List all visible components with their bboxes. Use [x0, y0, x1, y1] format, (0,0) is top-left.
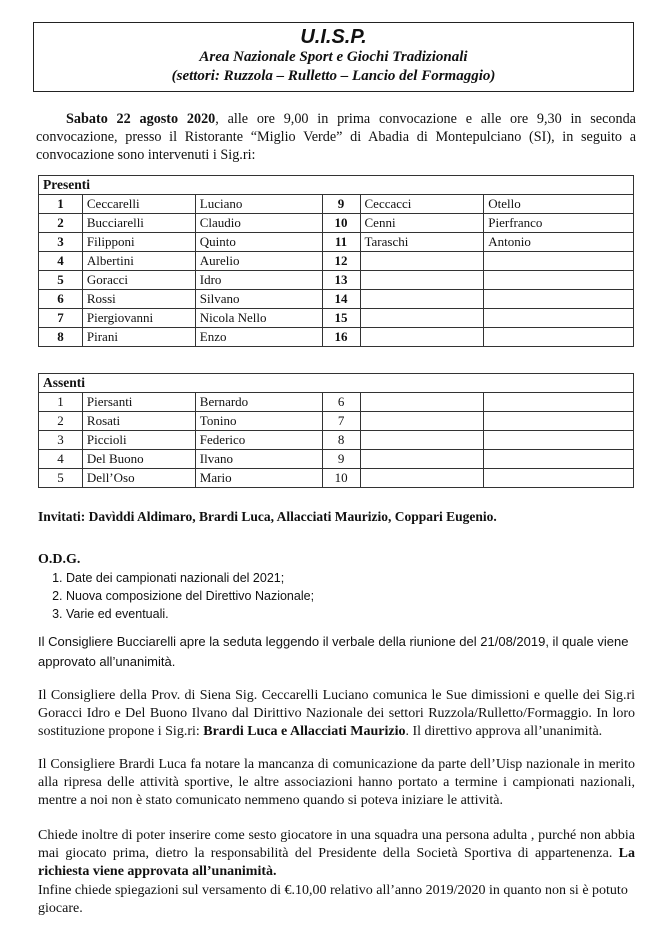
row-number: 9	[322, 450, 360, 469]
firstname-cell: Luciano	[195, 195, 322, 214]
surname-cell: Dell’Oso	[82, 469, 195, 488]
firstname-cell	[484, 328, 634, 347]
paragraph-verbale: Il Consigliere Bucciarelli apre la seduta leggendo il verbale della riunione del 21/08/2019, il quale viene approvato all’unanimità.	[38, 634, 629, 669]
row-number: 1	[39, 195, 83, 214]
row-number: 4	[39, 450, 83, 469]
intro-paragraph	[36, 110, 636, 164]
row-number: 10	[322, 214, 360, 233]
surname-cell	[360, 412, 484, 431]
firstname-cell: Bernardo	[195, 393, 322, 412]
table-row	[39, 290, 634, 309]
row-number: 5	[39, 469, 83, 488]
row-number: 6	[322, 393, 360, 412]
row-number: 12	[322, 252, 360, 271]
row-number: 11	[322, 233, 360, 252]
odg-list	[38, 569, 314, 623]
surname-cell	[360, 309, 484, 328]
assenti-header: Assenti	[39, 374, 634, 393]
firstname-cell: Quinto	[195, 233, 322, 252]
row-number: 6	[39, 290, 83, 309]
firstname-cell	[484, 290, 634, 309]
table-row	[39, 252, 634, 271]
row-number: 3	[39, 431, 83, 450]
surname-cell	[360, 328, 484, 347]
paragraph-comunicazione: Il Consigliere Brardi Luca fa notare la mancanza di comunicazione da parte dell’Uisp nazionale in merito alla ripresa delle attività sportive, le altre associazioni hanno portato a termine i campionati nazionali, mentre a noi non è stato comunicato nemmeno quando si poteva iniziare le attività.	[38, 757, 635, 808]
dimissioni-text: Il Consigliere della Prov. di Siena Sig. Ceccarelli Luciano comunica le Sue dimissioni e quelle dei Sig.ri Goracci Idro e Del Buono Ilvano dal Dirittivo Nazionale dei settori Ruzzola/Rulletto/Formaggio. In loro sostituzione propone i Sig.ri:	[38, 688, 635, 739]
surname-cell: Pirani	[82, 328, 195, 347]
row-number: 4	[39, 252, 83, 271]
row-number: 16	[322, 328, 360, 347]
table-row	[39, 393, 634, 412]
firstname-cell: Pierfranco	[484, 214, 634, 233]
odg-item: 2. Nuova composizione del Direttivo Nazionale;	[66, 587, 314, 605]
firstname-cell: Otello	[484, 195, 634, 214]
dimissioni-approval: . Il direttivo approva all’unanimità.	[405, 724, 603, 739]
row-number: 2	[39, 412, 83, 431]
row-number: 7	[322, 412, 360, 431]
invitati-line: Invitati: Davìddi Aldimaro, Brardi Luca, Allacciati Maurizio, Coppari Eugenio.	[38, 509, 497, 524]
row-number: 14	[322, 290, 360, 309]
table-row	[39, 450, 634, 469]
org-subtitle: Area Nazionale Sport e Giochi Tradizionali	[199, 49, 468, 65]
firstname-cell	[484, 469, 634, 488]
surname-cell: Rosati	[82, 412, 195, 431]
firstname-cell: Nicola Nello	[195, 309, 322, 328]
surname-cell: Goracci	[82, 271, 195, 290]
firstname-cell	[484, 450, 634, 469]
surname-cell: Del Buono	[82, 450, 195, 469]
dimissioni-names: Brardi Luca e Allacciati Maurizio	[203, 724, 406, 739]
row-number: 15	[322, 309, 360, 328]
firstname-cell	[484, 412, 634, 431]
table-row	[39, 412, 634, 431]
firstname-cell	[484, 271, 634, 290]
header-box	[33, 22, 634, 92]
surname-cell: Ceccarelli	[82, 195, 195, 214]
surname-cell	[360, 290, 484, 309]
surname-cell: Filipponi	[82, 233, 195, 252]
firstname-cell	[484, 393, 634, 412]
sesto-giocatore-approval: La richiesta viene approvata all’unanimità.	[38, 846, 635, 879]
meeting-date: Sabato 22 agosto 2020	[66, 111, 216, 127]
row-number: 8	[322, 431, 360, 450]
surname-cell	[360, 431, 484, 450]
table-row	[39, 271, 634, 290]
paragraph-sesto-giocatore	[38, 827, 635, 881]
sesto-giocatore-text: Chiede inoltre di poter inserire come sesto giocatore in una squadra una persona adulta , purché non abbia mai giocato prima, dietro la responsabilità del Presidente della Società Sportiva di appartenenza.	[38, 828, 635, 861]
firstname-cell: Claudio	[195, 214, 322, 233]
table-row	[39, 469, 634, 488]
firstname-cell: Idro	[195, 271, 322, 290]
firstname-cell	[484, 252, 634, 271]
surname-cell: Rossi	[82, 290, 195, 309]
table-row	[39, 431, 634, 450]
table-row	[39, 309, 634, 328]
surname-cell: Bucciarelli	[82, 214, 195, 233]
row-number: 8	[39, 328, 83, 347]
row-number: 9	[322, 195, 360, 214]
odg-title: O.D.G.	[38, 552, 81, 567]
row-number: 3	[39, 233, 83, 252]
presenti-table	[38, 175, 634, 347]
row-number: 2	[39, 214, 83, 233]
surname-cell: Cenni	[360, 214, 484, 233]
firstname-cell: Enzo	[195, 328, 322, 347]
intro-text: , alle ore 9,00 in prima convocazione e alle ore 9,30 in seconda convocazione, presso il Ristorante “Miglio Verde” di Abadia di Montepulciano (SI), in seguito a convocazione sono intervenuti i Sig.ri:	[36, 111, 636, 163]
odg-item: 3. Varie ed eventuali.	[66, 605, 314, 623]
firstname-cell: Ilvano	[195, 450, 322, 469]
assenti-table	[38, 373, 634, 488]
firstname-cell: Antonio	[484, 233, 634, 252]
table-row	[39, 233, 634, 252]
firstname-cell: Federico	[195, 431, 322, 450]
surname-cell: Piergiovanni	[82, 309, 195, 328]
row-number: 1	[39, 393, 83, 412]
firstname-cell: Mario	[195, 469, 322, 488]
surname-cell	[360, 252, 484, 271]
org-sectors: (settori: Ruzzola – Rulletto – Lancio del Formaggio)	[171, 68, 496, 84]
firstname-cell: Silvano	[195, 290, 322, 309]
paragraph-versamento: Infine chiede spiegazioni sul versamento di €.10,00 relativo all’anno 2019/2020 in quanto non si è potuto giocare.	[38, 883, 628, 916]
presenti-header: Presenti	[39, 176, 634, 195]
surname-cell: Piccioli	[82, 431, 195, 450]
firstname-cell: Tonino	[195, 412, 322, 431]
table-row	[39, 214, 634, 233]
row-number: 10	[322, 469, 360, 488]
odg-item: 1. Date dei campionati nazionali del 2021;	[66, 569, 314, 587]
surname-cell	[360, 271, 484, 290]
surname-cell	[360, 469, 484, 488]
table-row	[39, 195, 634, 214]
surname-cell	[360, 393, 484, 412]
surname-cell: Ceccacci	[360, 195, 484, 214]
surname-cell: Taraschi	[360, 233, 484, 252]
table-row	[39, 328, 634, 347]
row-number: 7	[39, 309, 83, 328]
paragraph-dimissioni	[38, 687, 635, 741]
surname-cell: Albertini	[82, 252, 195, 271]
row-number: 5	[39, 271, 83, 290]
org-title: U.I.S.P.	[300, 26, 367, 48]
surname-cell: Piersanti	[82, 393, 195, 412]
firstname-cell	[484, 309, 634, 328]
surname-cell	[360, 450, 484, 469]
firstname-cell: Aurelio	[195, 252, 322, 271]
firstname-cell	[484, 431, 634, 450]
row-number: 13	[322, 271, 360, 290]
